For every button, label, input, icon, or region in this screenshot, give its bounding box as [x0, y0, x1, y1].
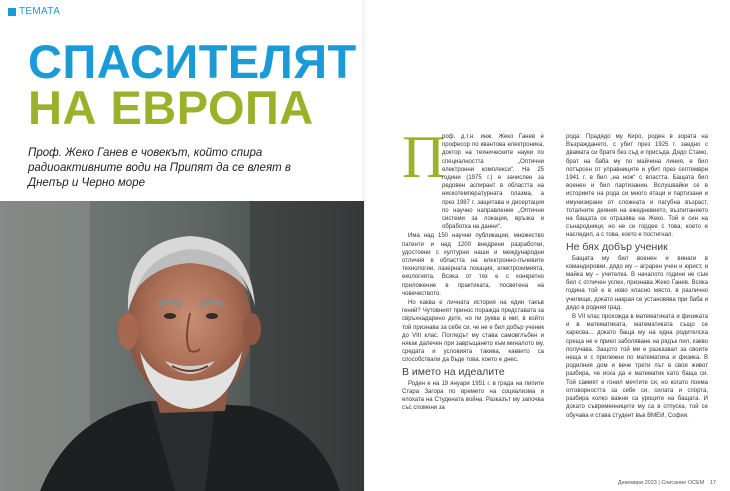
portrait-illustration [0, 201, 364, 491]
article-paragraph: роф. д.т.н. инж. Жеко Ганев е професор по квантова електроника, доктор на техническите науки по специалността „Оптични електронни комплекси“. На 25 години (1975 г.) е зачислен за редовен аспирант в областта на нискотемпературната плазма, а през 1987 г. защитава и дисертация по научно направление „Оптични системи за локация, връзка и обработка на данни“. [442, 134, 544, 231]
article-paragraph: рода: Прадядо му Киро, роден в зората на Възраждането, с убит през 1925 г. заедно с двамата си братя без съд и присъда. Дядо Стамо, брат на баба му по майчина линия, е бил потърсен от управниците и убит през септември 1941 г. в бил „на нож“ с властта. Бащата бил военен и бил партизанин. Вслушвайки се в историите на рода си много ятаци и партизани и имунизирани от сложната и пагубна възраст, тоталните деяния на ежедневието, възпитанието на бащата се отразява на Жеко. Той е син на сънародници, но не се гордее с това, което е наследил, а с това, което е постигнал. [566, 134, 708, 239]
section-subheading: В името на идеалите [402, 365, 505, 378]
left-page [0, 0, 364, 491]
portrait-photo [0, 201, 364, 491]
dropcap: П [402, 124, 446, 190]
page-footer [614, 480, 716, 486]
article-paragraph: Роден е на 19 януари 1951 г. в града на липите Стара Загора по времето на социализма и епохата на Студената война. Разказът му започва със спомени за [402, 380, 544, 412]
section-label: ТЕМАТА [19, 6, 61, 17]
article-column-2 [566, 133, 708, 421]
headline-line-2: НА ЕВРОПА [28, 81, 314, 134]
section-subheading: Не бях добър ученик [566, 240, 668, 253]
issue-info: Декември 2023 | Списание ОСЕМ [617, 480, 705, 486]
article-column-1 [402, 124, 544, 414]
article-paragraph: Има над 150 научни публикации, множество патенти и над 1200 внедрени разработки, удостоени с културни наши и международни отличия в областта на електронно-лъчевите технологии, лазерната локация, електрохимията, екологията. Всяка от тях е с конкретно приложение в практиката, посветена на човечеството. [402, 233, 544, 297]
article-paragraph: Но каква е личната история на един такъв гений? Чутовният принос поражда представата за свръхнадарено дете, но пи руква в миг, в който той признава за себе си, че не е бил добър ученик до VIII клас. Погледът му става самовглъбен и някак далечен при завръщането към миналото му, средата и условията такива, каквито са способствали да бъде това, което е днес. [402, 300, 544, 364]
article-paragraph: В VII клас прохожда в математиката и физиката и в математиката, математиката също се харесва... докато баща му на една родителска среща не е приел заболяване на рядък пил, какво получава. Защото той ми е разказвал за своите неща и с прилежни по математика и физика. В родилния дом и вече трети път в своя живот разбира, че иска да е математик като баща си. Той самият е гонил мечтите си, но когато поема отговорността за себе си, силата и спорта, разбира колко важни са уроците на бащата. И докато съвременниците му са в отпуска, той се обучава и става студент във ВМЕИ, София. [566, 314, 708, 419]
section-tag [8, 6, 60, 17]
headline-line-1: СПАСИТЕЛЯТ [28, 35, 357, 88]
right-page [366, 0, 730, 491]
subheadline: Проф. Жеко Ганев е човекът, който спира радиоактивните води на Припят да се влеят в Днепър и Черно море [28, 147, 291, 189]
section-square-icon [8, 8, 16, 16]
article-paragraph: Бащата му бил военен и винаги в командировки, дядо му – аграрен учен и юрист, и майка му – учителка. В началото години не съм бил с отличен успех, признава Жеко Ганев. Всяка година той е в ново класно място, в различно училище, докато накрая се установява при баба и дядо в родния град. [566, 255, 708, 311]
page-number: 17 [709, 480, 716, 486]
